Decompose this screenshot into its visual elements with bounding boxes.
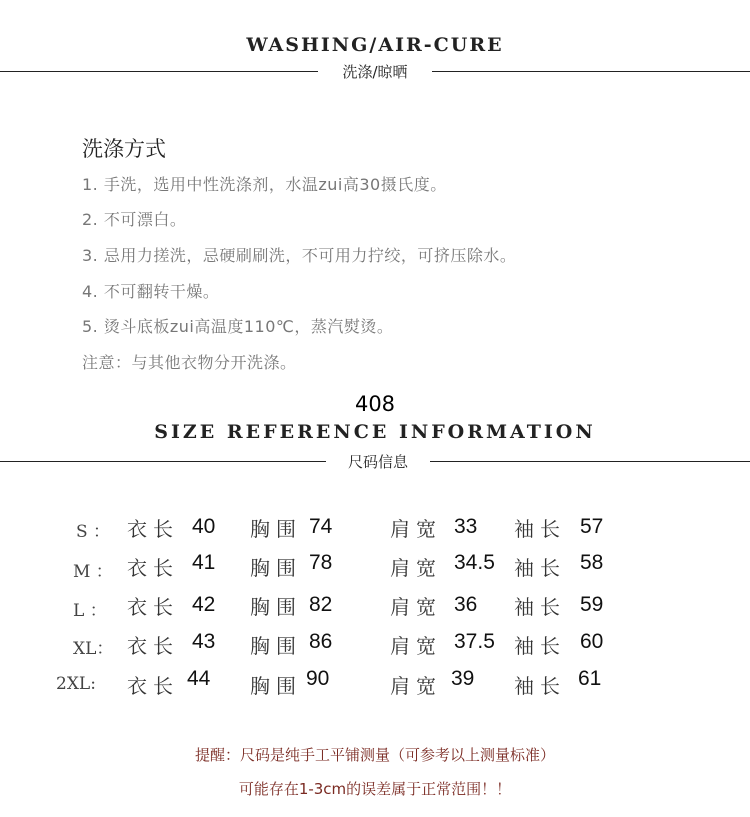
sleeve-label: 袖长 — [514, 517, 566, 541]
length-value: 44 — [187, 667, 211, 690]
measurement-note: 提醒：尺码是纯手工平铺测量（可参考以上测量标准） — [194, 746, 555, 764]
sleeve-value: 59 — [580, 593, 604, 616]
washing-subtitle: 洗涤/晾晒 — [318, 61, 432, 82]
size-label: L ： — [73, 601, 107, 621]
sleeve-label: 袖长 — [514, 595, 566, 619]
size-label: 2XL: — [56, 674, 96, 694]
washing-divider-right — [432, 71, 750, 72]
shoulder-value: 34.5 — [454, 551, 495, 574]
shoulder-label: 肩宽 — [390, 595, 442, 619]
sleeve-value: 58 — [580, 551, 604, 574]
chest-value: 82 — [309, 593, 333, 616]
size-divider-left — [0, 461, 326, 462]
washing-heading: 洗涤方式 — [82, 137, 166, 161]
sleeve-label: 袖长 — [514, 556, 566, 580]
size-label: M ： — [73, 562, 113, 582]
chest-value: 90 — [306, 667, 330, 690]
washing-item: 2. 不可漂白。 — [82, 210, 187, 229]
chest-label: 胸围 — [250, 556, 302, 580]
sleeve-label: 袖长 — [514, 674, 566, 698]
washing-note: 注意：与其他衣物分开洗涤。 — [82, 353, 297, 372]
length-label: 衣长 — [127, 517, 179, 541]
shoulder-label: 肩宽 — [390, 517, 442, 541]
sleeve-value: 57 — [580, 515, 604, 538]
product-code: 408 — [354, 392, 396, 416]
shoulder-label: 肩宽 — [390, 556, 442, 580]
length-value: 40 — [192, 515, 216, 538]
length-value: 41 — [192, 551, 216, 574]
shoulder-value: 37.5 — [454, 630, 495, 653]
length-value: 42 — [192, 593, 216, 616]
sleeve-value: 60 — [580, 630, 604, 653]
chest-value: 74 — [309, 515, 333, 538]
shoulder-value: 36 — [454, 593, 478, 616]
length-label: 衣长 — [127, 674, 179, 698]
length-label: 衣长 — [127, 634, 179, 658]
washing-divider-left — [0, 71, 318, 72]
chest-value: 78 — [309, 551, 333, 574]
chest-value: 86 — [309, 630, 333, 653]
size-table — [0, 500, 750, 710]
size-title: SIZE REFERENCE INFORMATION — [154, 421, 596, 443]
washing-item: 3. 忌用力搓洗，忌硬刷刷洗，不可用力拧绞，可挤压除水。 — [82, 246, 517, 265]
size-label: S ： — [76, 522, 111, 542]
size-subtitle: 尺码信息 — [326, 451, 430, 472]
length-value: 43 — [192, 630, 216, 653]
washing-item: 4. 不可翻转干燥。 — [82, 282, 220, 301]
washing-title: WASHING/AIR-CURE — [246, 34, 504, 56]
size-label: XL： — [73, 639, 114, 659]
shoulder-value: 39 — [451, 667, 475, 690]
chest-label: 胸围 — [250, 595, 302, 619]
shoulder-label: 肩宽 — [390, 674, 442, 698]
tolerance-note: 可能存在1-3cm的误差属于正常范围！！ — [238, 780, 512, 798]
sleeve-label: 袖长 — [514, 634, 566, 658]
chest-label: 胸围 — [250, 634, 302, 658]
chest-label: 胸围 — [250, 674, 302, 698]
shoulder-value: 33 — [454, 515, 478, 538]
chest-label: 胸围 — [250, 517, 302, 541]
shoulder-label: 肩宽 — [390, 634, 442, 658]
size-divider-right — [430, 461, 750, 462]
length-label: 衣长 — [127, 595, 179, 619]
length-label: 衣长 — [127, 556, 179, 580]
washing-item: 1. 手洗，选用中性洗涤剂，水温zui高30摄氏度。 — [82, 175, 447, 194]
washing-item: 5. 烫斗底板zui高温度110℃，蒸汽熨烫。 — [82, 317, 394, 336]
sleeve-value: 61 — [578, 667, 602, 690]
